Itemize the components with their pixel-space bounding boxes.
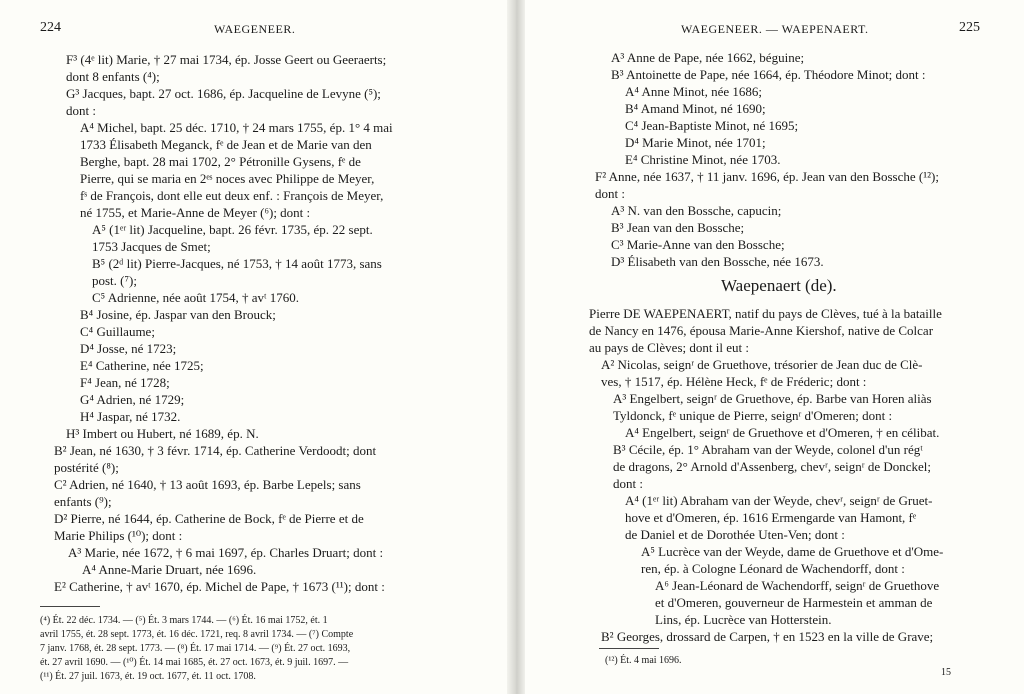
text-line: post. (⁷);: [92, 273, 137, 288]
text-line: A⁴ Engelbert, seignʳ de Gruethove et d'Omeren, † en célibat.: [625, 425, 940, 440]
text-line: Tyldonck, fᵉ unique de Pierre, seignʳ d'Omeren; dont :: [613, 408, 893, 423]
text-line: A⁶ Jean-Léonard de Wachendorff, seignʳ de Gruethove: [655, 578, 940, 593]
text-line: 1753 Jacques de Smet;: [92, 239, 211, 254]
text-line: F² Anne, née 1637, † 11 janv. 1696, ép. Jean van den Bossche (¹²);: [595, 169, 939, 184]
text-line: A⁴ Michel, bapt. 25 déc. 1710, † 24 mars 1755, ép. 1° 4 mai: [80, 120, 393, 135]
page-number: 225: [959, 20, 980, 35]
text-line: C³ Marie-Anne van den Bossche;: [611, 237, 785, 252]
text-line: A⁴ Anne Minot, née 1686;: [625, 84, 763, 99]
text-line: G³ Jacques, bapt. 27 oct. 1686, ép. Jacqueline de Levyne (⁵);: [66, 86, 381, 101]
text-line: E⁴ Christine Minot, née 1703.: [625, 152, 781, 167]
text-line: E² Catherine, † avᵗ 1670, ép. Michel de Pape, † 1673 (¹¹); dont :: [54, 579, 385, 594]
text-line: D⁴ Marie Minot, née 1701;: [625, 135, 766, 150]
text-line: H³ Imbert ou Hubert, né 1689, ép. N.: [66, 426, 259, 441]
footnote-rule: [40, 606, 100, 607]
text-line: D² Pierre, né 1644, ép. Catherine de Bock, fᵉ de Pierre et de: [54, 511, 364, 526]
footnote-rule: [599, 648, 659, 649]
footnote-line: ét. 27 avril 1690. — (¹⁰) Ét. 14 mai 1685, ét. 27 oct. 1673, ét. 9 juil. 1697. —: [40, 657, 349, 668]
right-page: [525, 0, 1024, 694]
text-line: de dragons, 2° Arnold d'Assenberg, chevʳ, seignʳ de Donckel;: [613, 459, 932, 474]
text-line: hove et d'Omeren, ép. 1616 Ermengarde van Hamont, fᵉ: [625, 510, 917, 525]
text-line: dont :: [66, 103, 96, 118]
section-title: Waepenaert (de).: [721, 276, 837, 295]
running-header: WAEGENEER. — WAEPENAERT.: [681, 22, 869, 36]
text-line: de Daniel et de Dorothée Uten-Ven; dont :: [625, 527, 845, 542]
footnote-line: (¹¹) Ét. 27 juil. 1673, ét. 19 oct. 1677, ét. 11 oct. 1708.: [40, 671, 256, 682]
text-line: dont 8 enfants (⁴);: [66, 69, 160, 84]
text-line: A⁴ Anne-Marie Druart, née 1696.: [82, 562, 257, 577]
text-line: B³ Jean van den Bossche;: [611, 220, 745, 235]
text-line: au pays de Clèves; dont il eut :: [589, 340, 749, 355]
text-line: Pierre DE WAEPENAERT, natif du pays de Clèves, tué à la bataille: [589, 306, 942, 321]
text-line: D³ Élisabeth van den Bossche, née 1673.: [611, 254, 824, 269]
text-line: C⁴ Jean-Baptiste Minot, né 1695;: [625, 118, 799, 133]
text-line: G⁴ Adrien, né 1729;: [80, 392, 185, 407]
signature-mark: 15: [941, 667, 951, 678]
text-line: A³ N. van den Bossche, capucin;: [611, 203, 782, 218]
text-line: A⁵ (1ᵉʳ lit) Jacqueline, bapt. 26 févr. 1735, ép. 22 sept.: [92, 222, 373, 237]
text-line: Lins, ép. Lucrèce van Hotterstein.: [655, 612, 832, 627]
text-line: Pierre, qui se maria en 2ᵉˢ noces avec Philippe de Meyer,: [80, 171, 375, 186]
footnote-line: (¹²) Ét. 4 mai 1696.: [605, 655, 682, 666]
text-line: postérité (⁸);: [54, 460, 119, 475]
text-line: B² Georges, drossard de Carpen, † en 1523 en la ville de Grave;: [601, 629, 934, 644]
page-number: 224: [40, 20, 61, 35]
text-line: né 1755, et Marie-Anne de Meyer (⁶); dont :: [80, 205, 311, 220]
text-line: ves, † 1517, ép. Hélène Heck, fᵉ de Fréderic; dont :: [601, 374, 867, 389]
text-line: 1733 Élisabeth Meganck, fᵉ de Jean et de Marie van den: [80, 137, 372, 152]
text-line: A³ Anne de Pape, née 1662, béguine;: [611, 50, 805, 65]
text-line: A² Nicolas, seignʳ de Gruethove, trésorier de Jean duc de Clè-: [601, 357, 923, 372]
text-line: B³ Cécile, ép. 1° Abraham van der Weyde, colonel d'un régᵗ: [613, 442, 923, 457]
text-line: Marie Philips (¹⁰); dont :: [54, 528, 183, 543]
text-line: et d'Omeren, gouverneur de Harmestein et amman de: [655, 595, 933, 610]
left-page: [0, 0, 507, 694]
footnote-line: avril 1755, ét. 28 sept. 1773, ét. 16 déc. 1721, req. 8 avril 1734. — (⁷) Compte: [40, 629, 354, 640]
text-line: B⁴ Amand Minot, né 1690;: [625, 101, 766, 116]
text-line: Berghe, bapt. 28 mai 1702, 2° Pétronille Gysens, fᵉ de: [80, 154, 361, 169]
text-line: dont :: [613, 476, 643, 491]
text-line: C² Adrien, né 1640, † 13 août 1693, ép. Barbe Lepels; sans: [54, 477, 361, 492]
footnote-line: 7 janv. 1768, ét. 28 sept. 1773. — (⁸) Ét. 17 mai 1714. — (⁹) Ét. 27 oct. 1693,: [40, 643, 351, 654]
text-line: dont :: [595, 186, 625, 201]
text-line: D⁴ Josse, né 1723;: [80, 341, 177, 356]
text-line: C⁵ Adrienne, née août 1754, † avᵗ 1760.: [92, 290, 300, 305]
text-line: E⁴ Catherine, née 1725;: [80, 358, 204, 373]
text-line: B⁵ (2ᵈ lit) Pierre-Jacques, né 1753, † 14 août 1773, sans: [92, 256, 382, 271]
text-line: B³ Antoinette de Pape, née 1664, ép. Théodore Minot; dont :: [611, 67, 926, 82]
text-line: F⁴ Jean, né 1728;: [80, 375, 170, 390]
text-line: fˢ de François, dont elle eut deux enf. : François de Meyer,: [80, 188, 384, 203]
text-line: A⁴ (1ᵉʳ lit) Abraham van der Weyde, chevʳ, seignʳ de Gruet-: [625, 493, 933, 508]
text-line: B² Jean, né 1630, † 3 févr. 1714, ép. Catherine Verdoodt; dont: [54, 443, 377, 458]
footnote-line: (⁴) Ét. 22 déc. 1734. — (⁵) Ét. 3 mars 1744. — (⁶) Ét. 16 mai 1752, ét. 1: [40, 615, 328, 626]
running-header: WAEGENEER.: [214, 22, 296, 36]
text-line: F³ (4ᵉ lit) Marie, † 27 mai 1734, ép. Josse Geert ou Geeraerts;: [66, 52, 387, 67]
text-line: enfants (⁹);: [54, 494, 112, 509]
text-line: de Nancy en 1476, épousa Marie-Anne Kiershof, native de Colcar: [589, 323, 934, 338]
text-line: H⁴ Jaspar, né 1732.: [80, 409, 181, 424]
text-line: A³ Marie, née 1672, † 6 mai 1697, ép. Charles Druart; dont :: [68, 545, 384, 560]
text-line: ren, ép. à Cologne Léonard de Wachendorff, dont :: [641, 561, 905, 576]
book-gutter: [507, 0, 525, 694]
text-line: C⁴ Guillaume;: [80, 324, 155, 339]
text-line: A³ Engelbert, seignʳ de Gruethove, ép. Barbe van Horen aliàs: [613, 391, 932, 406]
text-line: B⁴ Josine, ép. Jaspar van den Brouck;: [80, 307, 276, 322]
text-line: A⁵ Lucrèce van der Weyde, dame de Gruethove et d'Ome-: [641, 544, 944, 559]
